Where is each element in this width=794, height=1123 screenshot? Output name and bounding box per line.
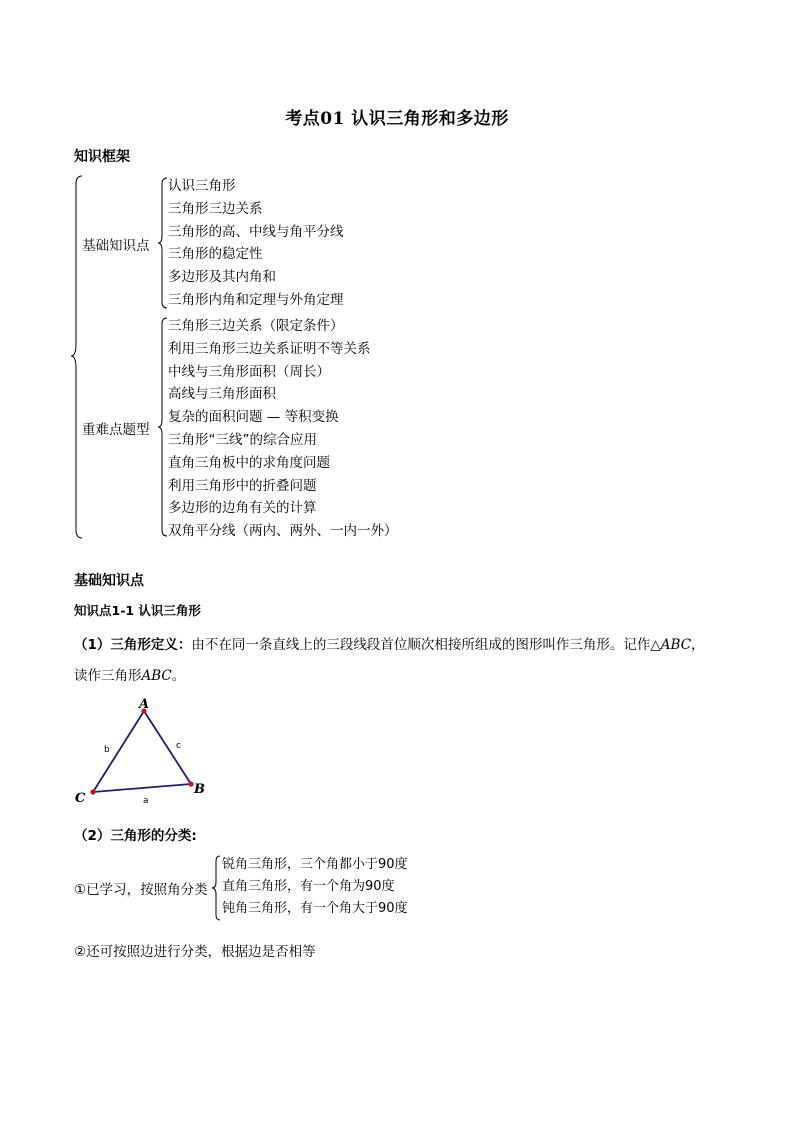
group1-brace [158,178,167,308]
reading-post: 。 [171,668,186,684]
list-item: 三角形“三线”的综合应用 [168,431,317,448]
reading-pre: 读作三角形 [74,668,142,684]
list-item: 利用三角形中的折叠问题 [168,477,317,494]
list-item: 三角形的稳定性 [168,246,263,263]
by-side-text: ②还可按照边进行分类，根据边是否相等 [74,944,316,960]
outer-brace [71,176,82,538]
list-item: 直角三角形，有一个角为90度 [222,879,395,894]
group-label-basic: 基础知识点 [82,238,150,254]
vertex-c-label: C [75,791,86,806]
list-item: 多边形的边角有关的计算 [168,500,317,517]
framework-heading: 知识框架 [74,149,130,165]
list-item: 直角三角板中的求角度问题 [168,454,330,471]
side-c-label: c [176,741,181,751]
list-item: 三角形三边关系（限定条件） [168,318,344,334]
group-label-key: 重难点题型 [82,422,150,438]
list-item: 利用三角形三边关系证明不等关系 [168,340,371,357]
framework-braces [70,172,170,542]
by-angle-label: ①已学习，按照角分类 [74,882,208,898]
group2-list [168,315,398,543]
list-item: 双角平分线（两内、两外、一内一外） [168,523,398,540]
triangle-figure [70,695,220,810]
list-item: 钝角三角形，有一个角大于90度 [222,901,408,916]
section-subheading: 知识点1-1 认识三角形 [74,603,201,618]
list-item: 高线与三角形面积 [168,386,276,403]
definition-text: 由不在同一条直线上的三段线段首位顺次相接所组成的图形叫作三角形。记作△ [191,637,661,653]
list-item: 三角形三边关系 [168,200,263,217]
vertex-a-label: A [139,697,150,712]
list-item: 三角形的高、中线与角平分线 [168,223,344,240]
page-title: 考点01 认识三角形和多边形 [285,109,509,129]
section-heading: 基础知识点 [74,573,144,589]
side-b-label: b [104,745,110,755]
list-item: 认识三角形 [168,178,236,194]
definition-line-2 [74,664,185,684]
group2-brace [158,318,167,536]
list-item: 三角形内角和定理与外角定理 [168,291,344,308]
classification-brace [210,854,222,922]
vertex-c-point [90,789,95,794]
definition-line-1 [74,633,705,653]
list-item: 多边形及其内角和 [168,269,276,286]
group1-list [168,175,344,312]
side-a-label: a [143,796,149,806]
vertex-b-label: B [194,782,205,797]
vertex-b-point [188,781,193,786]
list-item: 锐角三角形，三个角都小于90度 [222,857,408,872]
list-item: 中线与三角形面积（周长） [168,363,330,380]
definition-label: （1）三角形定义： [74,637,192,653]
definition-tail: ， [691,637,705,653]
side-b-line [93,711,144,792]
side-c-line [144,711,191,784]
definition-abc: ABC [660,637,692,653]
list-item: 复杂的面积问题 — 等积变换 [168,409,339,426]
reading-abc: ABC [141,668,172,684]
by-angle-list [222,854,408,920]
classification-label: （2）三角形的分类: [74,828,197,844]
side-a-line [93,784,191,792]
